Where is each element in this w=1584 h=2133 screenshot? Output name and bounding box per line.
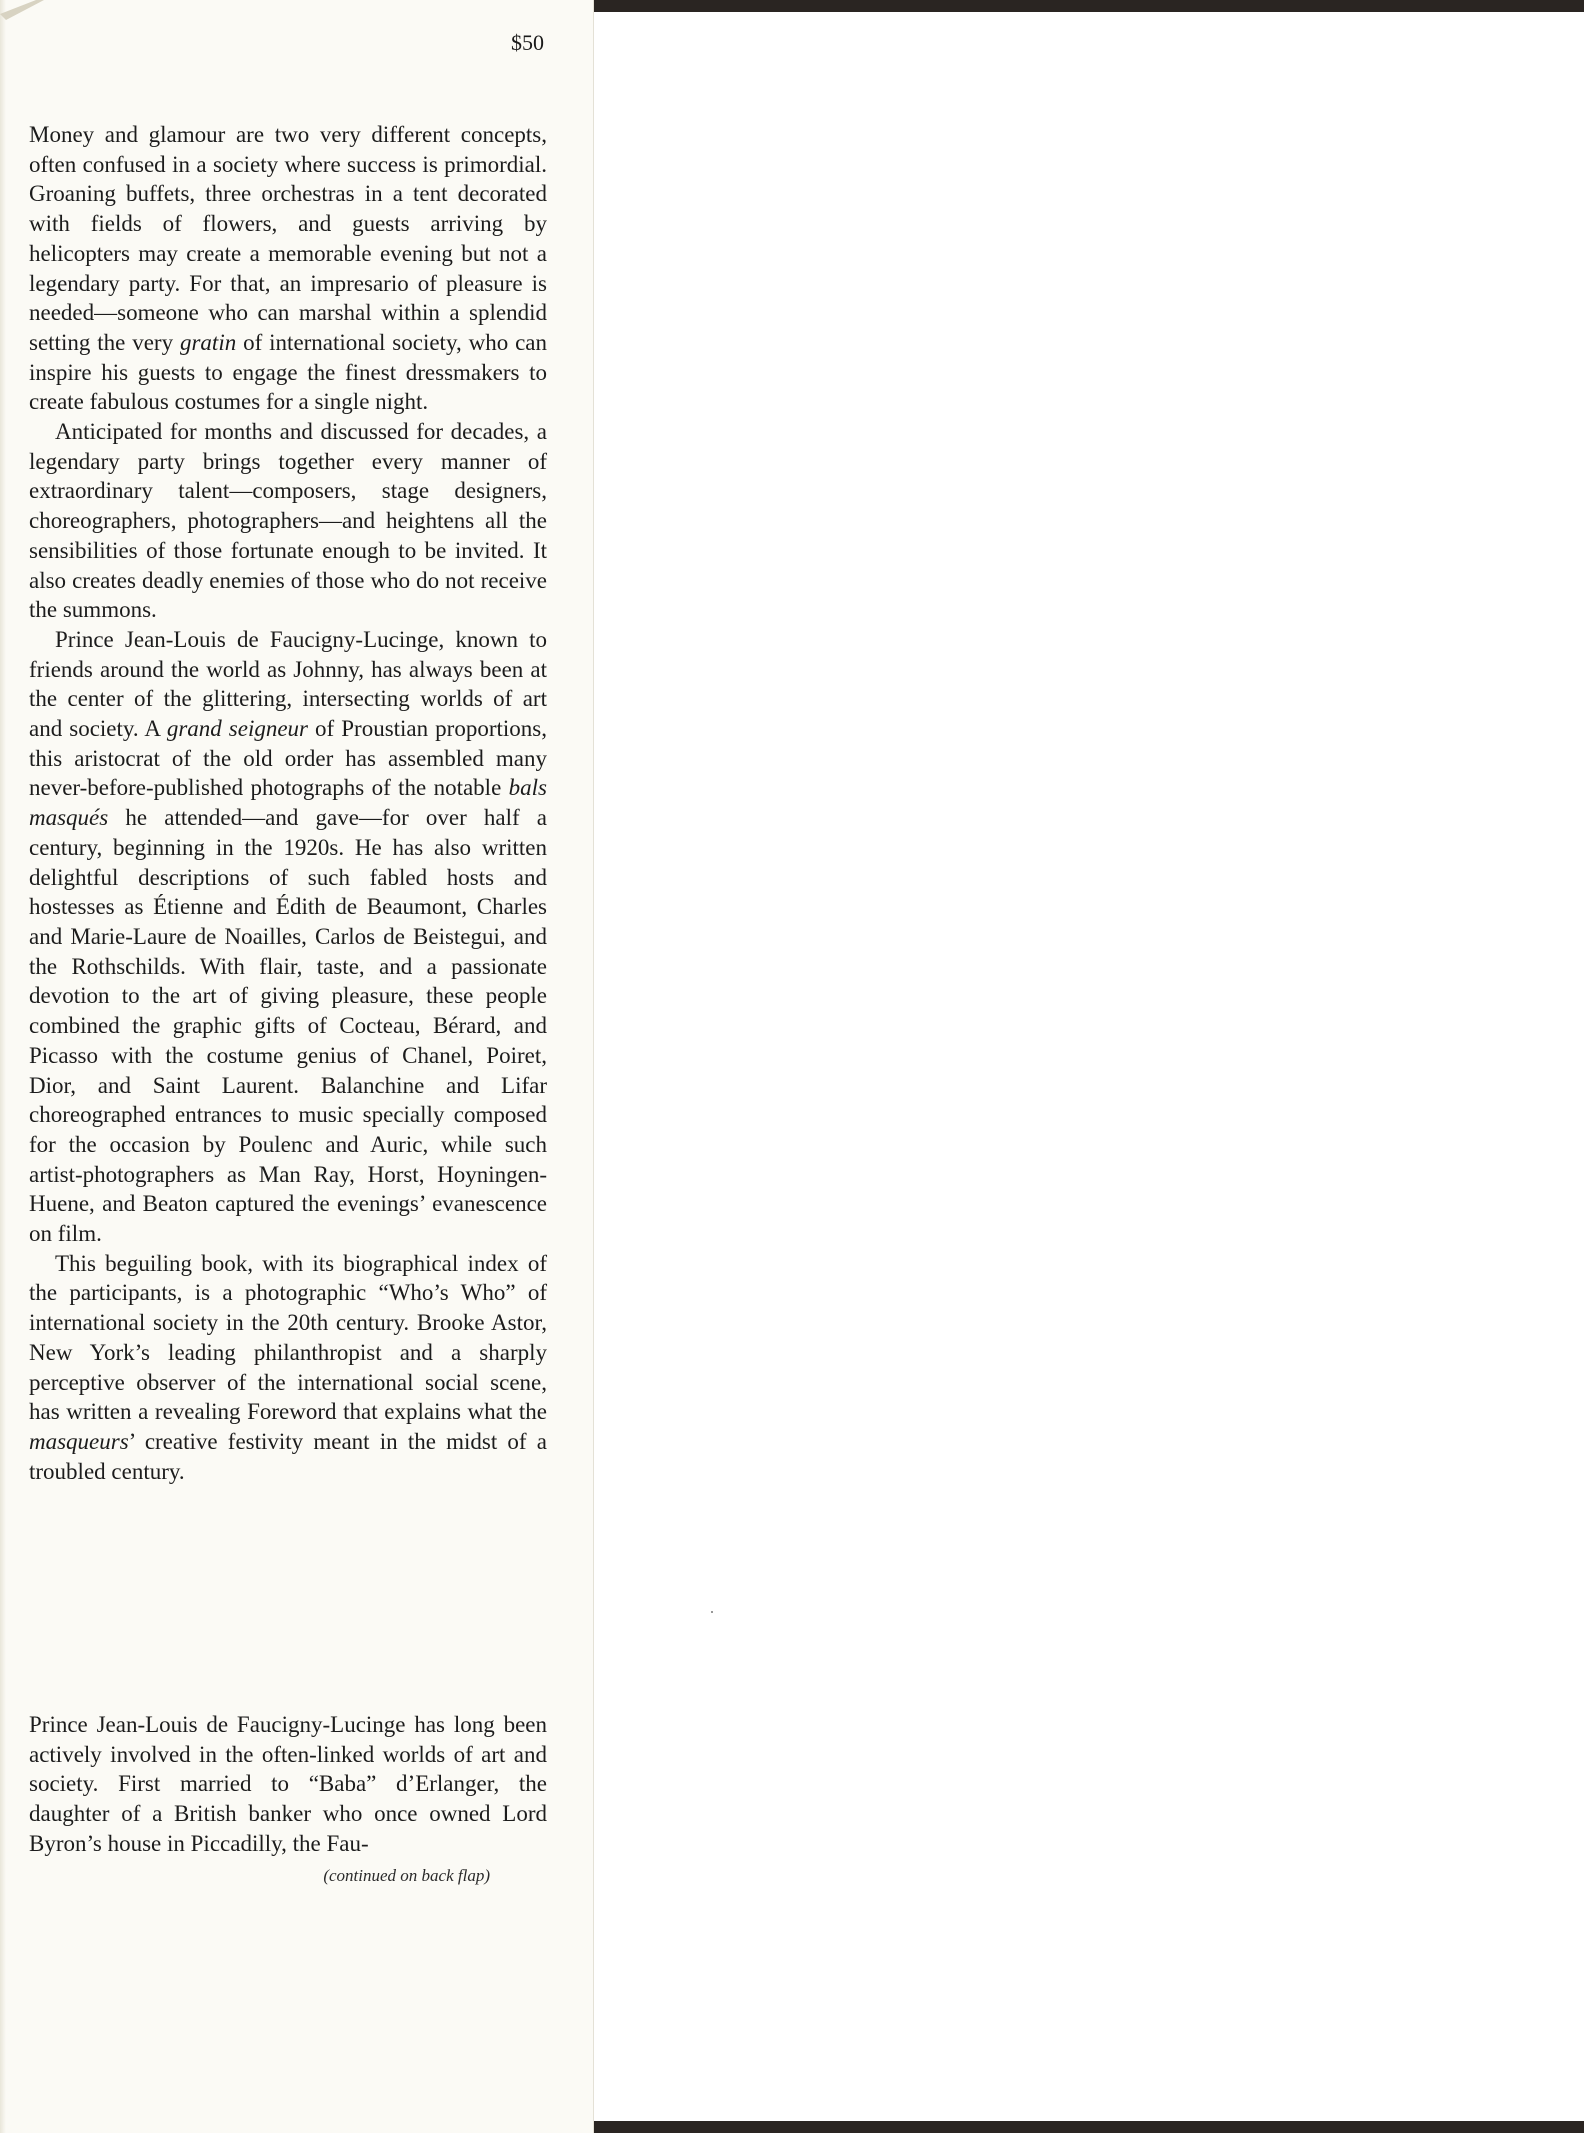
author-bio	[29, 1710, 547, 1859]
text-run: of Proustian proportions, this aristocrat of the old order has assembled many never-before-published photographs of the notable	[29, 716, 547, 801]
flap-fold-edge	[0, 0, 6, 2133]
blurb-paragraph	[29, 417, 547, 625]
text-run: Anticipated for months and discussed for decades, a legendary party brings together every manner of extraordinary talent—composers, stage designers, choreographers, photographers—and heightens all the sensibilities of those fortunate enough to be invited. It also creates deadly enemies of those who do not receive the summons.	[29, 419, 547, 623]
text-run: he attended—and gave—for over half a century, beginning in the 1920s. He has also written delightful descriptions of such fabled hosts and hostesses as Étienne and Édith de Beaumont, Charles and Marie-Laure de Noailles, Carlos de Beistegui, and the Rothschilds. With flair, taste, and a passionate devotion to the art of giving pleasure, these people combined the graphic gifts of Cocteau, Bérard, and Picasso with the costume genius of Chanel, Poiret, Dior, and Saint Laurent. Balanchine and Lifar choreographed entrances to music specially composed for the occasion by Poulenc and Auric, while such artist-photographers as Man Ray, Horst, Hoyningen-Huene, and Beaton captured the evenings’ evanescence on film.	[29, 805, 547, 1247]
italic-phrase: grand seigneur	[166, 716, 309, 742]
text-run: Money and glamour are two very different concepts, often confused in a society where success is primordial. Groaning buffets, three orchestras in a tent decorated with fields of flowers, and guests arriving by helicopters may create a memorable evening but not a legendary party. For that, an impresario of pleasure is needed—someone who can marshal within a splendid setting the very	[29, 122, 547, 355]
italic-phrase: gratin	[179, 329, 237, 355]
continued-note: (continued on back flap)	[323, 1866, 490, 1885]
corner-mark	[0, 0, 44, 22]
cover-top-edge	[594, 0, 1584, 12]
italic-phrase: masqueurs	[29, 1428, 129, 1454]
italic-phrase: bals masqués	[29, 775, 547, 831]
price-label: $50	[511, 30, 544, 55]
cover-bottom-edge	[594, 2121, 1584, 2133]
text-run: This beguiling book, with its biographical index of the participants, is a photographic “Who’s Who” of international society in the 20th century. Brooke Astor, New York’s leading philanthropist and a sharply perceptive observer of the international social scene, has written a revealing Foreword that explains what the	[29, 1250, 547, 1425]
author-bio-text: Prince Jean-Louis de Faucigny-Lucinge has long been actively involved in the often-linked worlds of art and society. First married to “Baba” d’Erlanger, the daughter of a British banker who once owned Lord Byron’s house in Piccadilly, the Fau-	[29, 1712, 547, 1856]
blurb-paragraph	[29, 625, 547, 1249]
text-run: ’ creative festivity meant in the midst of a troubled century.	[29, 1428, 547, 1484]
text-run: of international society, who can inspire his guests to engage the finest dressmakers to create fabulous costumes for a single night.	[29, 329, 548, 415]
text-run: Prince Jean-Louis de Faucigny-Lucinge, known to friends around the world as Johnny, has always been at the center of the glittering, intersecting worlds of art and society. A	[29, 626, 547, 742]
front-flap	[0, 0, 594, 2133]
jacket-blurb	[29, 120, 547, 1486]
blurb-paragraph	[29, 1249, 547, 1487]
paper-speck	[711, 1611, 713, 1613]
blurb-paragraph	[29, 120, 547, 417]
